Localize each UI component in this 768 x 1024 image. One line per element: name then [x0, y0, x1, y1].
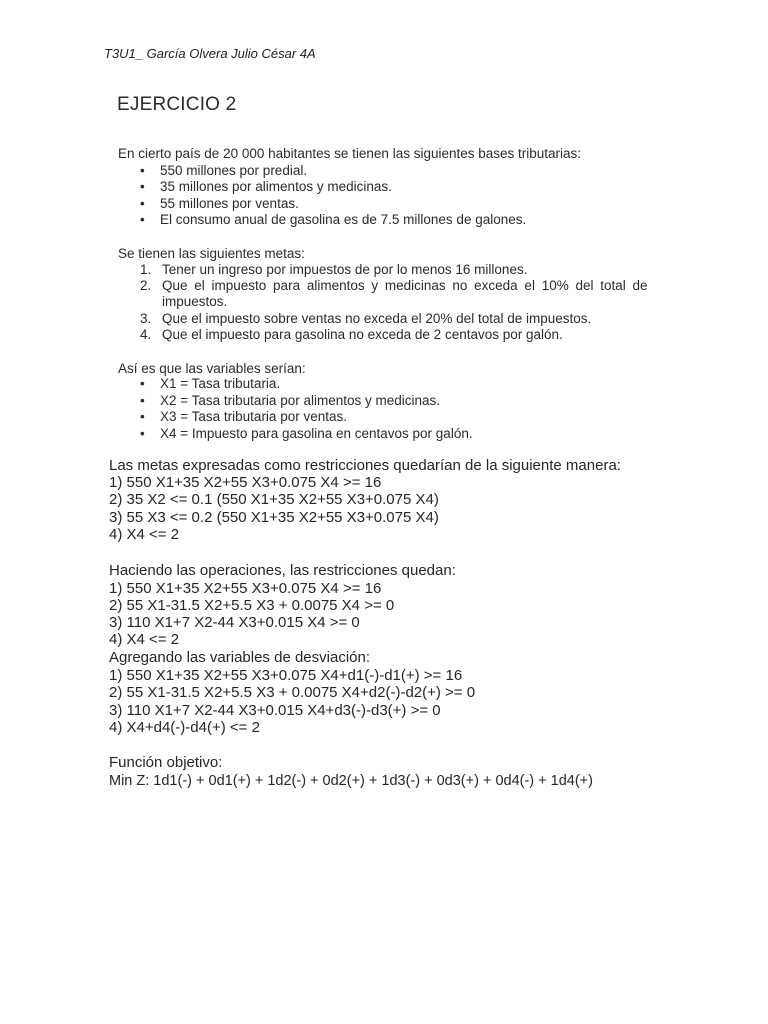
bullet-icon: •	[140, 409, 145, 424]
deviation-line: 3) 110 X1+7 X2-44 X3+0.015 X4+d3(-)-d3(+) >= 0	[109, 702, 441, 719]
bullet-icon: •	[140, 163, 145, 178]
exercise-title: EJERCICIO 2	[117, 94, 237, 115]
objective-intro: Función objetivo:	[109, 754, 223, 771]
bullet-icon: •	[140, 179, 145, 194]
intro-text: En cierto país de 20 000 habitantes se tienen las siguientes bases tributarias:	[118, 146, 582, 161]
constraints-intro: Las metas expresadas como restricciones quedarían de la siguiente manera:	[109, 457, 621, 474]
operations-intro: Haciendo las operaciones, las restricciones quedan:	[109, 562, 456, 579]
operation-line: 4) X4 <= 2	[109, 631, 180, 648]
bullet-icon: •	[140, 196, 145, 211]
scanned-page: EJERCICIO 2 En cierto país de 20 000 habitantes se tienen las siguientes bases tributarias: • 550 millones por predial. • 35 millones por alimentos y medicinas. • 55 millones por ventas. • El consumo anual de gasolina es de 7.5 millones de galones. Se tienen las siguientes metas: 1. Tener un ingreso por impuestos de por lo menos 16 millones. 2. Que el impuesto para alimentos y medicinas no exceda el 10% del total de impuestos. 3. Que el impuesto sobre ventas no exceda el 20% del total de impuestos. 4. Que el impuesto para gasolina no exceda de 2 centavos por galón. Así es que las variables serían: • X1 = Tasa tributaria. • X2 = Tasa tributaria por alimentos y medicinas. • X3 = Tasa tributaria por ventas. • X4 = Impuesto para gasolina en centavos por galón. Las metas expresadas como restricciones quedarían de la siguiente manera: 1) 550 X1+35 X2+55 X3+0.075 X4 >= 16 2) 35 X2 <= 0.1 (550 X1+35 X2+55 X3+0.075 X4) 3) 55 X3 <= 0.2 (550 X1+35 X2+55 X3+0.075 X4) 4) X4 <= 2 Haciendo las operaciones, las restricciones quedan: 1) 550 X1+35 X2+55 X3+0.075 X4 >= 16 2) 55 X1-31.5 X2+5.5 X3 + 0.0075 X4 >= 0 3) 110 X1+7 X2-44 X3+0.015 X4 >= 0 4) X4 <= 2 Agregando las variables de desviación: 1) 550 X1+35 X2+55 X3+0.075 X4+d1(-)-d1(+) >= 16 2) 55 X1-31.5 X2+5.5 X3 + 0.0075 X4+d2(-)-d2(+) >= 0 3) 110 X1+7 X2-44 X3+0.015 X4+d3(-)-d3(+) >= 0 4) X4+d4(-)-d4(+) <= 2 Función objetivo: Min Z: 1d1(-) + 0d1(+) + 1d2(-) + 0d2(+) + 1d3(-) + 0d3(+) + 0d4(-) + 1d4(+)	[109, 94, 648, 789]
objective-function: Min Z: 1d1(-) + 0d1(+) + 1d2(-) + 0d2(+) + 1d3(-) + 0d3(+) + 0d4(-) + 1d4(+)	[109, 773, 593, 789]
variables-intro: Así es que las variables serían:	[118, 361, 306, 376]
constraint-line: 1) 550 X1+35 X2+55 X3+0.075 X4 >= 16	[109, 474, 382, 491]
constraint-line: 3) 55 X3 <= 0.2 (550 X1+35 X2+55 X3+0.075 X4)	[109, 509, 439, 526]
deviation-line: 4) X4+d4(-)-d4(+) <= 2	[109, 719, 260, 736]
bullet-icon: •	[140, 426, 145, 441]
operation-line: 2) 55 X1-31.5 X2+5.5 X3 + 0.0075 X4 >= 0	[109, 597, 395, 614]
bullet-icon: •	[140, 212, 145, 227]
bullet-icon: •	[140, 393, 145, 408]
operation-line: 3) 110 X1+7 X2-44 X3+0.015 X4 >= 0	[109, 614, 360, 631]
deviation-line: 2) 55 X1-31.5 X2+5.5 X3 + 0.0075 X4+d2(-)-d2(+) >= 0	[109, 684, 476, 701]
operation-line: 1) 550 X1+35 X2+55 X3+0.075 X4 >= 16	[109, 580, 382, 597]
constraint-line: 2) 35 X2 <= 0.1 (550 X1+35 X2+55 X3+0.075 X4)	[109, 491, 439, 508]
goals-intro: Se tienen las siguientes metas:	[118, 246, 305, 261]
constraint-line: 4) X4 <= 2	[109, 526, 180, 543]
bullet-icon: •	[140, 376, 145, 391]
document-header: T3U1_ García Olvera Julio César 4A	[104, 46, 316, 61]
deviation-intro: Agregando las variables de desviación:	[109, 649, 370, 666]
deviation-line: 1) 550 X1+35 X2+55 X3+0.075 X4+d1(-)-d1(+) >= 16	[109, 667, 463, 684]
